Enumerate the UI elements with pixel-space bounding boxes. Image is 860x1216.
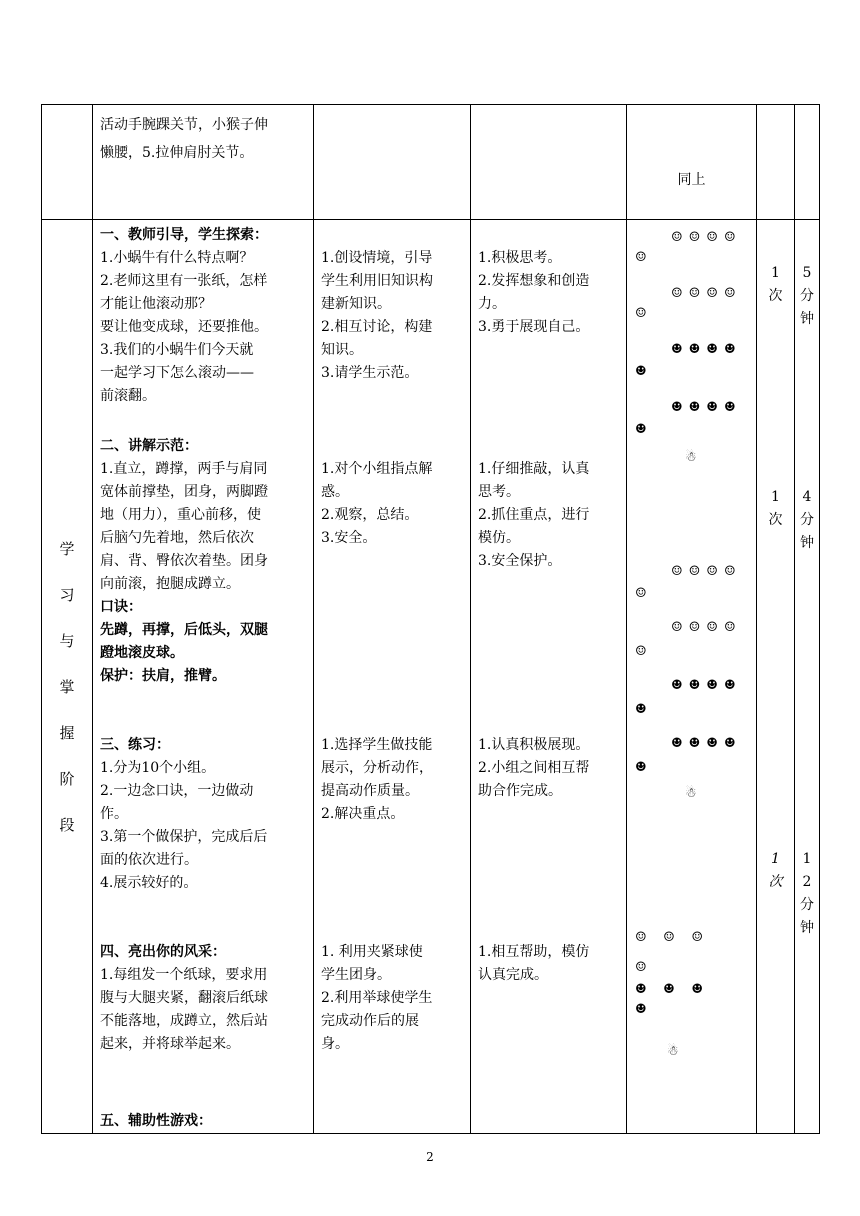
teacher-line: 2.相互讨论，构建 [321,319,433,335]
minutes-label [795,262,819,331]
teacher-line: 3.请学生示范。 [321,365,419,381]
formation-same-label: 同上 [677,171,706,188]
content-line: 1.每组发一个纸球，要求用 [100,967,268,983]
student-smile: ☺ [635,644,647,659]
teacher-line: 1.对个小组指点解 [321,461,433,477]
student-dark: ☻ [635,364,647,379]
section-heading: 二、讲解示范： [100,438,198,454]
stage-char: 握 [59,723,75,742]
stage-char: 习 [59,585,75,604]
times-label [757,486,794,532]
student-row-smiles: ☺☺☺☺ [671,620,742,635]
teacher-line: 知识。 [321,342,363,358]
content-line: 不能落地，成蹲立，然后站 [100,1013,268,1029]
teacher-line: 建新知识。 [321,296,391,312]
content-line: 2.老师这里有一张纸，怎样 [100,273,268,289]
student-line: 认真完成。 [478,967,548,983]
times-unit: 次 [768,288,783,304]
section-heading: 三、练习： [100,737,170,753]
stage-cell-top [42,105,93,220]
student-dark: ☻ [635,760,647,775]
teacher-line: 1. 利用夹紧球使 [321,944,423,960]
student-row-smiles: ☺☺☺☺ [671,286,742,301]
stage-char: 与 [59,631,75,650]
student-smile: ☺ [635,250,647,265]
teacher-cell [314,105,471,220]
student-smile: ☺ [635,586,647,601]
student-line: 2.发挥想象和创造 [478,273,590,289]
student-row-smiles-sparse: ☺ ☺ ☺ [635,930,704,945]
teacher-line: 2.解决重点。 [321,806,405,822]
section-heading: 四、亮出你的风采： [100,944,226,960]
times-value: 1 [771,851,780,867]
section-heading: 五、辅助性游戏： [100,1113,212,1129]
minutes-label [795,848,819,940]
content-cell [93,105,314,220]
minutes-unit: 钟 [800,535,814,551]
student-row-dark: ☻☻☻☻ [671,400,742,415]
content-line: 前滚翻。 [100,388,156,404]
times-cell [757,220,795,1134]
content-line: 向前滚，抱腿成蹲立。 [100,576,240,592]
student-row-smiles: ☺☺☺☺ [671,564,742,579]
table-row [42,105,820,220]
times-label [757,262,794,308]
stage-char: 掌 [59,677,75,696]
stage-cell [42,220,93,1134]
minutes-value: 1 [802,851,812,867]
table-row [42,220,820,1134]
minutes-unit: 分 [800,897,814,913]
student-row-dark-sparse: ☻ ☻ ☻ [635,982,704,997]
student-row-smiles: ☺☺☺☺ [671,230,742,245]
student-line: 2.小组之间相互帮 [478,760,590,776]
content-line: 肩、背、臀依次着垫。团身 [100,553,268,569]
student-line: 3.勇于展现自己。 [478,319,590,335]
student-row-dark: ☻☻☻☻ [671,678,742,693]
teacher-cell [314,220,471,1134]
minutes-cell [795,220,820,1134]
content-line: 腹与大腿夹紧，翻滚后纸球 [100,990,268,1006]
student-line: 1.相互帮助，模仿 [478,944,590,960]
stage-char: 段 [59,815,75,834]
times-unit: 次 [768,512,783,528]
protection-line: 保护：扶肩，推臂。 [100,668,226,684]
mnemonic-line: 蹬地滚皮球。 [100,645,184,661]
content-line: 宽体前撑垫，团身，两脚蹬 [100,484,268,500]
student-row-dark: ☻☻☻☻ [671,736,742,751]
student-cell [471,220,627,1134]
teacher-line: 1.创设情境，引导 [321,250,433,266]
teacher-icon: ☃ [667,1044,679,1059]
teacher-line: 完成动作后的展 [321,1013,419,1029]
content-line: 要让他变成球，还要推他。 [100,319,268,335]
teacher-icon: ☃ [685,450,697,465]
student-line: 1.仔细推敲，认真 [478,461,590,477]
student-line: 1.积极思考。 [478,250,562,266]
stage-char: 阶 [59,769,75,788]
teacher-line: 身。 [321,1036,349,1052]
content-line: 3.我们的小蜗牛们今天就 [100,342,254,358]
lesson-plan-table [41,104,820,1134]
content-line: 后脑勺先着地，然后依次 [100,530,254,546]
content-line: 活动手腕踝关节，小猴子伸 [100,117,268,133]
content-line: 懒腰，5.拉伸肩肘关节。 [100,145,254,161]
student-line: 助合作完成。 [478,783,562,799]
times-cell [757,105,795,220]
content-cell [93,220,314,1134]
minutes-value: 5 [802,265,812,281]
section-heading: 一、教师引导，学生探索： [100,227,268,243]
teacher-line: 1.选择学生做技能 [321,737,433,753]
mnemonic-label: 口诀： [100,599,142,615]
content-line: 一起学习下怎么滚动—— [100,365,254,381]
page-number: 2 [426,1150,434,1164]
minutes-unit: 分 [800,288,814,304]
teacher-line: 3.安全。 [321,530,377,546]
student-cell [471,105,627,220]
content-line: 起来，并将球举起来。 [100,1036,240,1052]
student-line: 1.认真积极展现。 [478,737,590,753]
teacher-line: 2.观察，总结。 [321,507,419,523]
content-line: 作。 [100,806,128,822]
content-line: 地（用力），重心前移，使 [100,507,261,523]
student-line: 3.安全保护。 [478,553,562,569]
student-dark: ☻ [635,702,647,717]
minutes-value: 2 [802,874,812,890]
minutes-unit: 钟 [800,920,814,936]
teacher-line: 2.利用举球使学生 [321,990,433,1006]
student-dark: ☻ [635,422,647,437]
content-line: 4.展示较好的。 [100,875,198,891]
formation-cell [627,105,757,220]
student-line: 思考。 [478,484,520,500]
mnemonic-line: 先蹲，再撑，后低头，双腿 [100,622,268,638]
content-line: 1.小蜗牛有什么特点啊？ [100,250,254,266]
teacher-line: 提高动作质量。 [321,783,419,799]
teacher-line: 展示，分析动作， [321,760,433,776]
student-dark: ☻ [635,1002,647,1017]
content-line: 3.第一个做保护，完成后后 [100,829,268,845]
teacher-line: 学生团身。 [321,967,391,983]
times-value: 1 [771,265,780,281]
stage-char: 学 [59,539,75,558]
times-value: 1 [771,489,780,505]
formation-cell [627,220,757,1134]
student-row-dark: ☻☻☻☻ [671,342,742,357]
minutes-value: 4 [802,489,812,505]
teacher-line: 惑。 [321,484,349,500]
content-line: 才能让他滚动那？ [100,296,212,312]
student-smile: ☺ [635,306,647,321]
content-line: 1.直立，蹲撑，两手与肩同 [100,461,268,477]
student-smile: ☺ [635,960,647,975]
formation-diagrams [627,220,756,1097]
content-line: 1.分为10个小组。 [100,760,216,776]
student-line: 力。 [478,296,506,312]
minutes-label [795,486,819,555]
minutes-unit: 钟 [800,311,814,327]
teacher-line: 学生利用旧知识构 [321,273,433,289]
stage-label [42,506,92,848]
content-line: 面的依次进行。 [100,852,198,868]
student-line: 模仿。 [478,530,520,546]
times-unit: 次 [768,874,783,890]
times-label [757,848,794,894]
student-line: 2.抓住重点，进行 [478,507,590,523]
teacher-icon: ☃ [685,786,697,801]
minutes-unit: 分 [800,512,814,528]
minutes-cell [795,105,820,220]
content-line: 2.一边念口诀，一边做动 [100,783,254,799]
